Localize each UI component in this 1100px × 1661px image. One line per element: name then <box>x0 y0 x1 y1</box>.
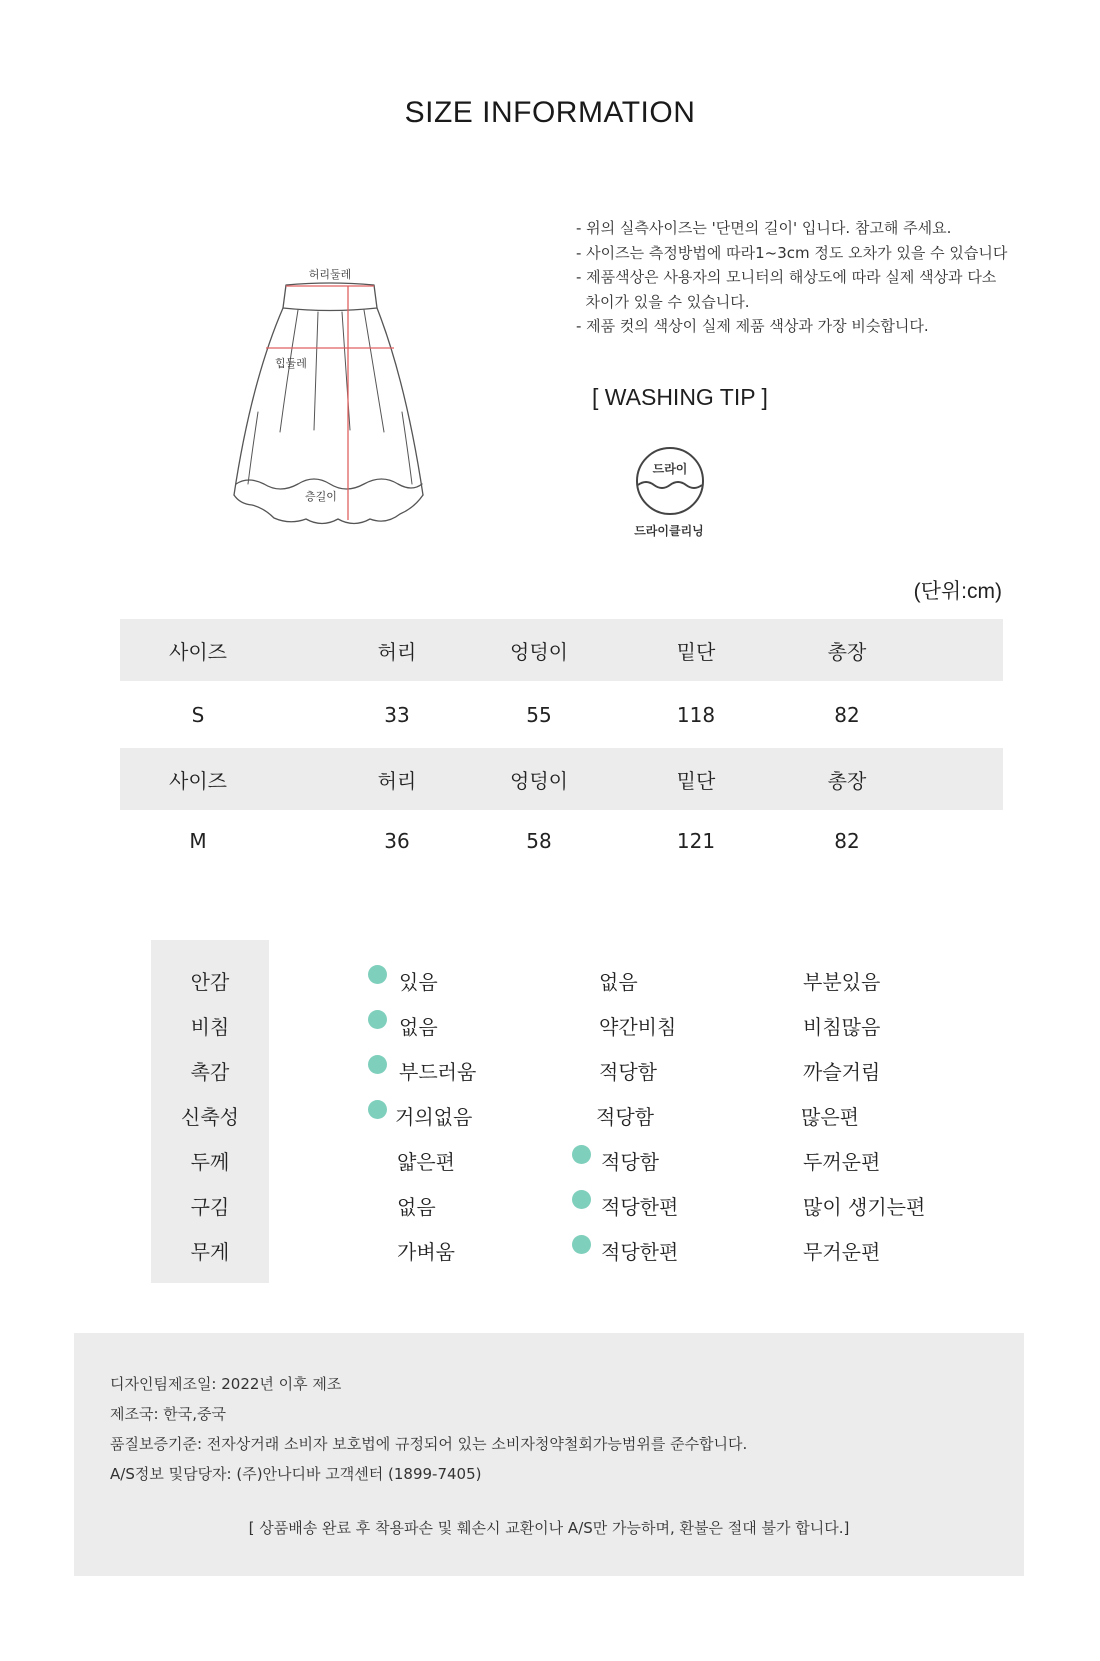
dry-icon-label: 드라이 <box>652 462 688 476</box>
attribute-option: 적당함 <box>599 1060 657 1084</box>
attribute-option: 비침많음 <box>803 1015 881 1039</box>
header-cell: 엉덩이 <box>510 768 568 793</box>
selected-dot-icon <box>572 1145 591 1164</box>
attribute-option: 무거운편 <box>803 1240 881 1264</box>
size-table-header <box>120 748 1003 810</box>
note-line: - 사이즈는 측정방법에 따라1~3cm 정도 오차가 있을 수 있습니다 <box>576 243 1008 262</box>
attribute-option: 약간비침 <box>599 1015 677 1039</box>
info-line-quality: 품질보증기준: 전자상거래 소비자 보호법에 규정되어 있는 소비자청약철회가능범위를 준수합니다. <box>110 1435 748 1453</box>
size-table-header <box>120 619 1003 681</box>
dry-clean-icon <box>634 445 706 517</box>
waist-label: 허리둘레 <box>308 268 352 281</box>
selected-dot-icon <box>368 1055 387 1074</box>
refund-notice: [ 상품배송 완료 후 착용파손 및 훼손시 교환이나 A/S만 가능하며, 환불은 절대 불가 합니다.] <box>248 1519 850 1537</box>
hip-label: 힙둘레 <box>275 357 307 370</box>
attribute-label-column <box>151 940 269 1283</box>
attribute-label: 신축성 <box>181 1105 239 1129</box>
selected-dot-icon <box>368 1010 387 1029</box>
header-cell: 총장 <box>827 768 867 793</box>
value-cell: 33 <box>384 702 410 727</box>
attribute-option: 부분있음 <box>803 970 881 994</box>
attribute-option: 까슬거림 <box>803 1060 881 1084</box>
info-line-country: 제조국: 한국,중국 <box>110 1405 227 1423</box>
tier-length-label: 층길이 <box>305 490 337 503</box>
attribute-option: 적당한편 <box>601 1195 679 1219</box>
header-cell: 밑단 <box>676 768 716 793</box>
attribute-option: 적당한편 <box>601 1240 679 1264</box>
header-cell: 허리 <box>377 768 417 793</box>
info-line-manufacture-date: 디자인팀제조일: 2022년 이후 제조 <box>110 1375 342 1393</box>
table-row <box>120 810 1003 872</box>
note-line: - 위의 실측사이즈는 '단면의 길이' 입니다. 참고해 주세요. <box>576 219 952 237</box>
note-line: - 제품색상은 사용자의 모니터의 해상도에 따라 실제 색상과 다소 <box>576 268 997 286</box>
selected-dot-icon <box>368 965 387 984</box>
selected-dot-icon <box>572 1235 591 1254</box>
attribute-option: 두꺼운편 <box>803 1150 881 1174</box>
attribute-label: 구김 <box>190 1195 230 1219</box>
unit-label: (단위:cm) <box>913 580 1002 603</box>
value-cell: 36 <box>384 829 410 853</box>
dry-clean-caption: 드라이클리닝 <box>634 524 704 538</box>
value-cell: 58 <box>526 829 552 853</box>
header-cell: 허리 <box>377 639 417 664</box>
header-cell: 밑단 <box>676 639 716 664</box>
value-cell: 118 <box>676 702 716 727</box>
size-cell: M <box>189 829 207 853</box>
attribute-option: 많은편 <box>801 1105 859 1129</box>
skirt-diagram <box>218 262 428 542</box>
attribute-label: 무게 <box>190 1240 230 1264</box>
attribute-option: 없음 <box>397 1195 436 1219</box>
value-cell: 121 <box>676 829 716 853</box>
header-cell: 사이즈 <box>169 768 227 793</box>
value-cell: 55 <box>526 702 552 727</box>
attribute-option: 거의없음 <box>395 1105 473 1129</box>
selected-dot-icon <box>368 1100 387 1119</box>
note-line: 차이가 있을 수 있습니다. <box>576 292 750 311</box>
product-info-box <box>74 1333 1024 1576</box>
attribute-option: 부드러움 <box>399 1060 477 1084</box>
attribute-label: 두께 <box>190 1150 230 1174</box>
attribute-label: 촉감 <box>190 1060 230 1084</box>
table-row <box>120 681 1003 748</box>
attribute-option: 있음 <box>399 970 438 994</box>
attribute-label: 안감 <box>190 970 230 994</box>
size-table <box>120 619 1003 872</box>
note-line: - 제품 컷의 색상이 실제 제품 색상과 가장 비슷합니다. <box>576 317 929 335</box>
attribute-option: 가벼움 <box>397 1240 455 1264</box>
attribute-option: 없음 <box>399 1015 438 1039</box>
attribute-option: 얇은편 <box>397 1150 455 1174</box>
header-cell: 총장 <box>827 639 867 664</box>
attribute-option: 없음 <box>599 970 638 994</box>
size-notes <box>576 216 1046 339</box>
value-cell: 82 <box>834 702 860 727</box>
attribute-option: 적당함 <box>601 1150 659 1174</box>
info-line-as-contact: A/S정보 및담당자: (주)안나디바 고객센터 (1899-7405) <box>110 1465 482 1483</box>
value-cell: 82 <box>834 829 860 853</box>
attribute-label: 비침 <box>190 1015 230 1039</box>
attribute-option: 적당함 <box>596 1105 654 1129</box>
header-cell: 엉덩이 <box>510 639 568 664</box>
size-cell: S <box>191 702 205 727</box>
page-title: SIZE INFORMATION <box>404 96 696 129</box>
washing-tip-title: [ WASHING TIP ] <box>592 384 768 410</box>
header-cell: 사이즈 <box>169 639 227 664</box>
attribute-option: 많이 생기는편 <box>803 1195 926 1219</box>
selected-dot-icon <box>572 1190 591 1209</box>
